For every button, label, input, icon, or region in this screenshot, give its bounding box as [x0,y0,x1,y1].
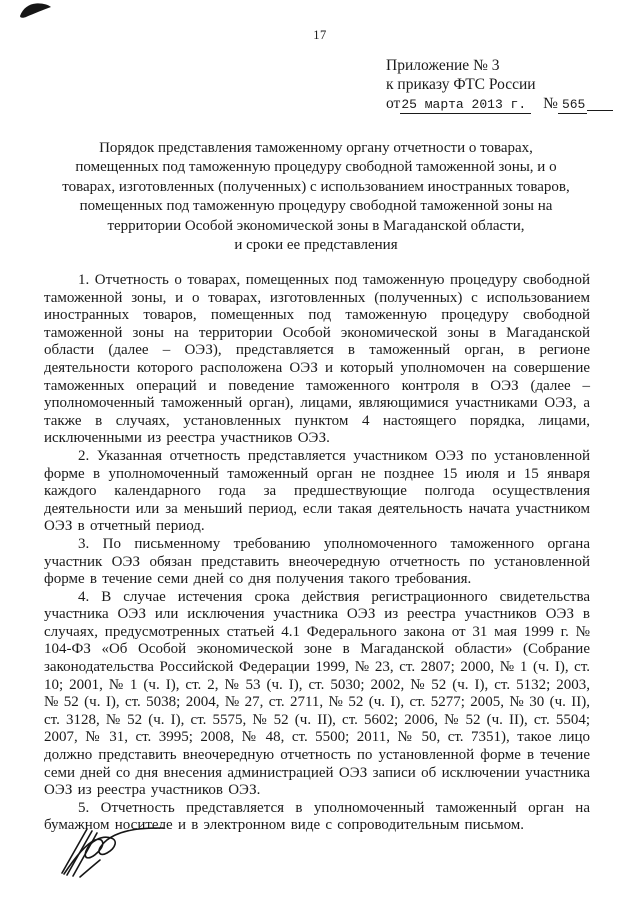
paragraph-3: 3. По письменному требованию уполномоченного таможенного органа участник ОЭЗ обязан представить внеочередную отчетность по установленной форме в течение семи дней со дня получения такого требования. [44,535,590,588]
order-date-value: 25 марта 2013 г. [400,97,531,114]
ink-blot-mark [20,3,52,20]
appendix-line-2: к приказу ФТС России [386,75,536,93]
title-line-3: товарах, изготовленных (полученных) с использованием иностранных товаров, [62,178,570,195]
paragraph-1: 1. Отчетность о товарах, помещенных под таможенную процедуру свободной таможенной зоны, и о товарах, изготовленных (полученных) с использованием иностранных товаров, помещенных под таможенную процедуру свободной таможенной зоны на территории Особой экономической зоны в Магаданской области (далее – ОЭЗ), представляется в таможенный орган, в регионе деятельности которого расположена ОЭЗ и который уполномочен на совершение таможенных операций и поведение таможенного контроля в ОЭЗ (далее – уполномоченный таможенный орган), лицами, являющимися участниками ОЭЗ, а также в случаях, установленных пунктом 4 настоящего порядка, лицами, исключенными из реестра участников ОЭЗ. [44,272,590,447]
document-body [44,272,590,835]
paragraph-2: 2. Указанная отчетность представляется участником ОЭЗ по установленной форме в уполномоченный таможенный орган не позднее 15 июля и 15 января каждого календарного года за предшествующие полгода осуществления деятельности или за меньший период, если такая деятельность начата участником ОЭЗ в отчетный период. [44,447,590,535]
appendix-block [386,57,613,115]
blank-underline [587,94,613,111]
title-line-1: Порядок представления таможенному органу отчетности о товарах, [99,140,533,156]
paragraph-4: 4. В случае истечения срока действия регистрационного свидетельства участника ОЭЗ или исключения участника ОЭЗ из реестра участников ОЭЗ в случаях, предусмотренных статьей 4.1 Федерального закона от 31 мая 1999 г. № 104-ФЗ «Об Особой экономической зоне в Магаданской области» (Собрание законодательства Российской Федерации 1999, № 23, ст. 2807; 2000, № 1 (ч. I), ст. 10; 2001, № 1 (ч. I), ст. 2, № 53 (ч. I), ст. 5030; 2002, № 52 (ч. I), ст. 5132; 2003, № 52 (ч. I), ст. 5038; 2004, № 27, ст. 2711, № 52 (ч. I), ст. 5277; 2005, № 30 (ч. II), ст. 3128, № 52 (ч. I), ст. 5575, № 52 (ч. II), ст. 5602; 2006, № 52 (ч. II), ст. 5504; 2007, № 31, ст. 3995; 2008, № 48, ст. 5500; 2011, № 50, ст. 7351), такое лицо должно представить внеочередную отчетность по установленной форме в течение семи дней со дня внесения администрацией ОЭЗ записи об исключении участника ОЭЗ из реестра участников ОЭЗ. [44,588,590,799]
title-line-4: помещенных под таможенную процедуру свободной таможенной зоны на [79,198,553,215]
number-sign-label: № [543,95,558,112]
paragraph-5: 5. Отчетность представляется в уполномоченный таможенный орган на бумажном носителе и в электронном виде с сопроводительным письмом. [44,799,590,834]
document-title [40,139,592,255]
title-line-5: территории Особой экономической зоны в Магаданской области, [107,217,525,234]
appendix-line-1: Приложение № 3 [386,57,500,74]
date-prefix-label: от [386,95,401,112]
appendix-date-line [386,94,613,115]
title-line-2: помещенных под таможенную процедуру свободной таможенной зоны, и о [75,159,557,176]
title-line-6: и сроки ее представления [234,237,398,254]
order-number-value: 565 [558,97,587,114]
handwritten-signature [50,820,168,896]
page-number: 17 [313,28,327,42]
